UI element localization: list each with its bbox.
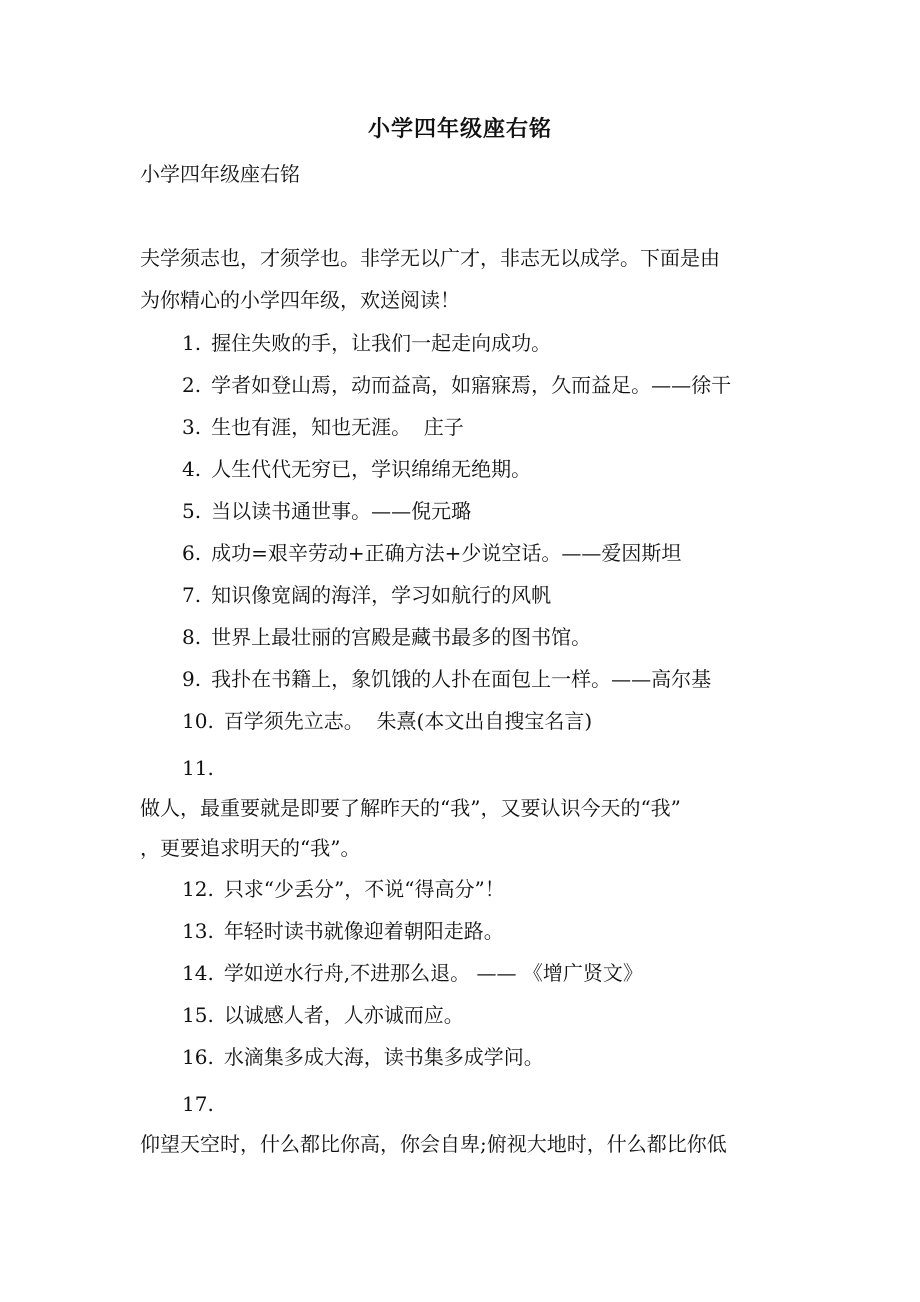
list-item xyxy=(182,1001,464,1029)
list-item-number: 16. xyxy=(182,1045,214,1069)
list-item-text: 人生代代无穷已，学识绵绵无绝期。 xyxy=(211,457,532,481)
list-item xyxy=(182,707,592,735)
list-item-text: 学者如登山焉，动而益高，如寤寐焉，久而益足。——徐干 xyxy=(211,373,732,397)
list-item-number: 13. xyxy=(182,919,214,943)
list-item xyxy=(182,959,643,987)
list-item xyxy=(182,539,681,567)
intro-line-2: 为你精心的小学四年级，欢送阅读！ xyxy=(140,288,460,312)
list-item xyxy=(182,455,531,483)
list-item-text: 生也有涯，知也无涯。 庄子 xyxy=(211,415,464,439)
list-item-text: ，更要追求明天的“我”。 xyxy=(140,836,361,860)
list-item-text: 只求“少丢分”，不说“得高分”！ xyxy=(223,877,505,901)
page-title: 小学四年级座右铭 xyxy=(367,116,552,142)
list-item-number: 12. xyxy=(182,877,214,901)
list-item-text: 我扑在书籍上，象饥饿的人扑在面包上一样。——高尔基 xyxy=(211,667,712,691)
list-item-number: 14. xyxy=(182,961,214,985)
list-item-text: 知识像宽阔的海洋，学习如航行的风帆 xyxy=(211,583,552,607)
list-item-number: 7. xyxy=(182,583,202,607)
list-item-number: 2. xyxy=(182,373,202,397)
list-item-text: 以诚感人者，人亦诚而应。 xyxy=(223,1003,464,1027)
list-item-number: 10. xyxy=(182,709,214,733)
list-item-text: 做人，最重要就是即要了解昨天的“我”，又要认识今天的“我” xyxy=(140,796,681,820)
list-item xyxy=(182,581,551,609)
list-item-number: 17. xyxy=(182,1092,214,1116)
list-item xyxy=(182,1043,544,1071)
list-item-text: 握住失败的手，让我们一起走向成功。 xyxy=(211,331,552,355)
list-item-text: 学如逆水行舟,不进那么退。 —— 《增广贤文》 xyxy=(223,961,643,985)
list-item xyxy=(182,371,731,399)
list-item-text: 当以读书通世事。——倪元璐 xyxy=(211,499,472,523)
intro-line-1: 夫学须志也，才须学也。非学无以广才，非志无以成学。下面是由 xyxy=(140,246,720,270)
list-item xyxy=(182,875,505,903)
list-item-number: 3. xyxy=(182,415,202,439)
list-item-number: 15. xyxy=(182,1003,214,1027)
list-item xyxy=(182,329,551,357)
list-item-text: 年轻时读书就像迎着朝阳走路。 xyxy=(223,919,504,943)
list-item-number: 11. xyxy=(182,756,214,780)
list-item-number: 9. xyxy=(182,667,202,691)
list-item-text: 成功=艰辛劳动+正确方法+少说空话。——爱因斯坦 xyxy=(211,541,682,565)
list-item-text: 仰望天空时，什么都比你高，你会自卑;俯视大地时，什么都比你低 xyxy=(140,1132,727,1156)
list-item-text: 世界上最壮丽的宫殿是藏书最多的图书馆。 xyxy=(211,625,592,649)
list-item xyxy=(182,497,471,525)
list-item-text: 水滴集多成大海，读书集多成学问。 xyxy=(223,1045,544,1069)
list-item-number: 5. xyxy=(182,499,202,523)
list-item-text: 百学须先立志。 朱熹(本文出自搜宝名言) xyxy=(223,709,593,733)
list-item xyxy=(182,665,711,693)
list-item xyxy=(182,917,504,945)
list-item xyxy=(182,623,591,651)
list-item-number: 8. xyxy=(182,625,202,649)
subtitle: 小学四年级座右铭 xyxy=(140,162,300,186)
list-item-number: 1. xyxy=(182,331,202,355)
list-item-number: 6. xyxy=(182,541,202,565)
list-item-number: 4. xyxy=(182,457,202,481)
list-item xyxy=(182,413,464,441)
